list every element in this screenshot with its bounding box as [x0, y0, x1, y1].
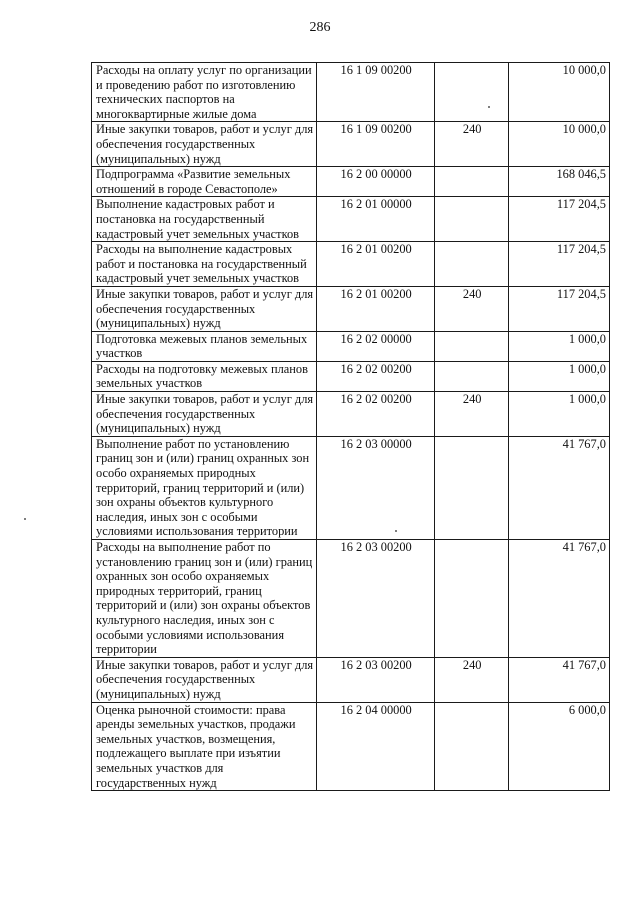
row-amount: 41 767,0	[509, 657, 610, 702]
row-name: Выполнение работ по установлению границ зон и (или) границ охранных зон особо охраняемых природных территорий, границ территорий и (или) зон охраны объектов культурного наследия, иных зон с особыми условиями использования территории	[92, 436, 317, 539]
table-row	[92, 657, 610, 702]
row-type: 240	[434, 122, 508, 167]
row-code: 16 2 01 00000	[317, 197, 435, 242]
row-amount: 168 046,5	[509, 167, 610, 197]
row-code: 16 2 03 00200	[317, 657, 435, 702]
row-amount: 41 767,0	[509, 436, 610, 539]
row-code: 16 2 01 00200	[317, 242, 435, 287]
row-name: Расходы на выполнение кадастровых работ и постановка на государственный кадастровый учет земельных участков	[92, 242, 317, 287]
row-code: 16 2 02 00000	[317, 331, 435, 361]
row-type: 240	[434, 657, 508, 702]
row-type	[434, 242, 508, 287]
row-name: Оценка рыночной стоимости: права аренды земельных участков, продажи земельных участков, возмещения, подлежащего выплате при изъятии земельных участков для государственных нужд	[92, 702, 317, 791]
table-row	[92, 702, 610, 791]
table-row	[92, 331, 610, 361]
scan-speck	[488, 106, 490, 108]
table-row	[92, 286, 610, 331]
row-code: 16 1 09 00200	[317, 63, 435, 122]
row-code: 16 2 02 00200	[317, 392, 435, 437]
table-row	[92, 63, 610, 122]
scan-speck	[24, 518, 26, 520]
row-amount: 117 204,5	[509, 197, 610, 242]
row-type	[434, 540, 508, 658]
row-name: Выполнение кадастровых работ и постановка на государственный кадастровый учет земельных участков	[92, 197, 317, 242]
row-type	[434, 167, 508, 197]
table-row	[92, 436, 610, 539]
page-number: 286	[309, 20, 331, 35]
row-type	[434, 702, 508, 791]
row-amount: 6 000,0	[509, 702, 610, 791]
row-amount: 117 204,5	[509, 286, 610, 331]
table-row	[92, 167, 610, 197]
table-row	[92, 392, 610, 437]
row-code: 16 2 01 00200	[317, 286, 435, 331]
row-amount: 1 000,0	[509, 392, 610, 437]
table-row	[92, 197, 610, 242]
table-row	[92, 361, 610, 391]
row-type	[434, 63, 508, 122]
row-code: 16 1 09 00200	[317, 122, 435, 167]
row-name: Иные закупки товаров, работ и услуг для обеспечения государственных (муниципальных) нужд	[92, 657, 317, 702]
table-row	[92, 122, 610, 167]
row-type	[434, 331, 508, 361]
table-row	[92, 242, 610, 287]
row-name: Иные закупки товаров, работ и услуг для обеспечения государственных (муниципальных) нужд	[92, 392, 317, 437]
row-code: 16 2 03 00200	[317, 540, 435, 658]
row-type	[434, 436, 508, 539]
row-name: Иные закупки товаров, работ и услуг для обеспечения государственных (муниципальных) нужд	[92, 122, 317, 167]
row-name: Расходы на подготовку межевых планов земельных участков	[92, 361, 317, 391]
row-type	[434, 197, 508, 242]
scan-speck	[395, 530, 397, 532]
row-type: 240	[434, 286, 508, 331]
row-amount: 1 000,0	[509, 361, 610, 391]
row-name: Подготовка межевых планов земельных участков	[92, 331, 317, 361]
row-amount: 1 000,0	[509, 331, 610, 361]
row-amount: 117 204,5	[509, 242, 610, 287]
row-amount: 10 000,0	[509, 63, 610, 122]
row-code: 16 2 04 00000	[317, 702, 435, 791]
row-code: 16 2 00 00000	[317, 167, 435, 197]
row-name: Подпрограмма «Развитие земельных отношений в городе Севастополе»	[92, 167, 317, 197]
row-code: 16 2 02 00200	[317, 361, 435, 391]
row-name: Расходы на оплату услуг по организации и проведению работ по изготовлению технических паспортов на многоквартирные жилые дома	[92, 63, 317, 122]
row-code: 16 2 03 00000	[317, 436, 435, 539]
row-name: Иные закупки товаров, работ и услуг для обеспечения государственных (муниципальных) нужд	[92, 286, 317, 331]
table-row	[92, 540, 610, 658]
row-amount: 41 767,0	[509, 540, 610, 658]
row-type	[434, 361, 508, 391]
row-name: Расходы на выполнение работ по установлению границ зон и (или) границ охранных зон особо охраняемых природных территорий, границ территорий и (или) зон охраны объектов культурного наследия, иных зон с особыми условиями использования территории	[92, 540, 317, 658]
row-type: 240	[434, 392, 508, 437]
budget-table	[91, 62, 610, 791]
row-amount: 10 000,0	[509, 122, 610, 167]
